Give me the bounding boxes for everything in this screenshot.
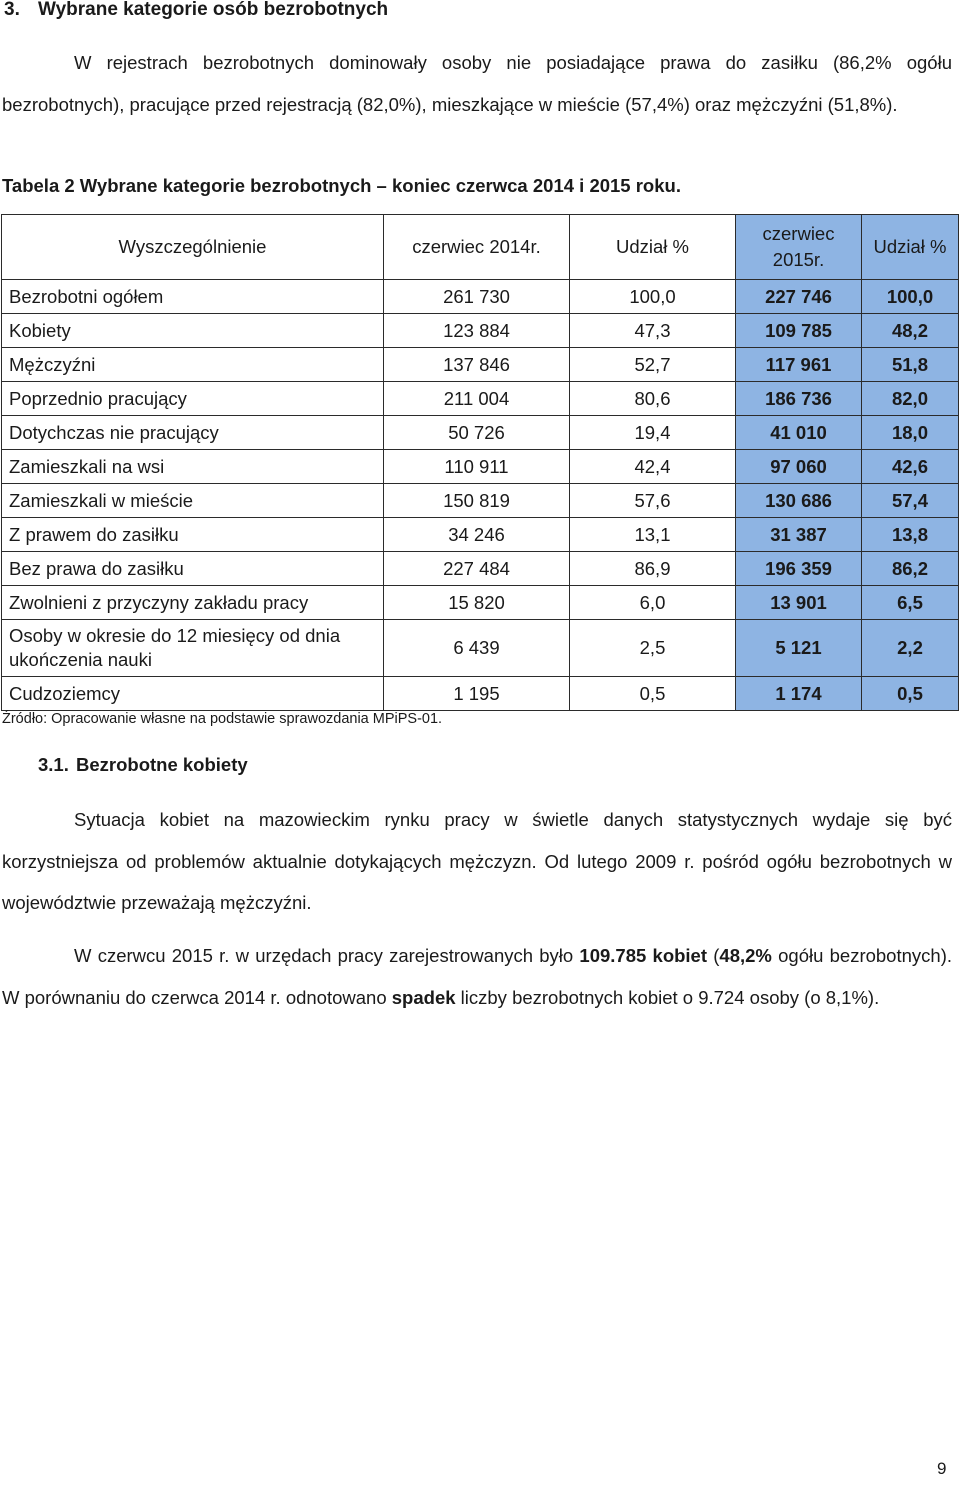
p3-decrease: spadek xyxy=(391,986,456,1008)
p3-women-count: 109.785 kobiet xyxy=(579,945,708,966)
table-row xyxy=(2,620,959,677)
subsection-heading xyxy=(38,752,248,778)
row-share-2015: 82,0 xyxy=(862,382,959,416)
row-label: Kobiety xyxy=(2,314,384,348)
header-share-2015: Udział % xyxy=(862,215,959,280)
row-value-2014: 137 846 xyxy=(384,348,570,382)
p3-part2: ( xyxy=(707,945,720,966)
row-value-2014: 15 820 xyxy=(384,586,570,620)
row-label: Cudzoziemcy xyxy=(2,677,384,711)
row-label: Bez prawa do zasiłku xyxy=(2,552,384,586)
header-june-2015: czerwiec 2015r. xyxy=(736,215,862,280)
row-value-2014: 211 004 xyxy=(384,382,570,416)
row-value-2014: 227 484 xyxy=(384,552,570,586)
paragraph-women-situation xyxy=(2,799,952,924)
row-share-2014: 52,7 xyxy=(570,348,736,382)
row-share-2014: 42,4 xyxy=(570,450,736,484)
table-row xyxy=(2,552,959,586)
row-share-2014: 47,3 xyxy=(570,314,736,348)
table-header-row xyxy=(2,215,959,280)
table-row xyxy=(2,518,959,552)
row-value-2014: 50 726 xyxy=(384,416,570,450)
row-value-2015: 5 121 xyxy=(736,620,862,677)
row-share-2015: 51,8 xyxy=(862,348,959,382)
header-share-2014: Udział % xyxy=(570,215,736,280)
row-label: Dotychczas nie pracujący xyxy=(2,416,384,450)
subsection-title: Bezrobotne kobiety xyxy=(76,754,248,775)
table-row xyxy=(2,280,959,314)
row-label: Zwolnieni z przyczyny zakładu pracy xyxy=(2,586,384,620)
p3-part3: ogółu bezrobotnych). W porównaniu do czerwca 2014 r. odnotowano xyxy=(2,945,952,1008)
row-share-2015: 0,5 xyxy=(862,677,959,711)
p3-part1: W czerwcu 2015 r. w urzędach pracy zarejestrowanych było xyxy=(74,945,580,966)
p3-part4: liczby bezrobotnych kobiet o 9.724 osoby (o 8,1%). xyxy=(455,986,880,1008)
paragraph-women-situation-text: Sytuacja kobiet na mazowieckim rynku pracy w świetle danych statystycznych wydaje się być korzystniejsza od problemów aktualnie dotykających mężczyzn. Od lutego 2009 r. pośród ogółu bezrobotnych w województwie przeważają mężczyźni. xyxy=(2,809,952,913)
row-share-2015: 6,5 xyxy=(862,586,959,620)
table-row xyxy=(2,586,959,620)
row-share-2014: 19,4 xyxy=(570,416,736,450)
row-value-2015: 1 174 xyxy=(736,677,862,711)
row-value-2015: 130 686 xyxy=(736,484,862,518)
row-value-2015: 117 961 xyxy=(736,348,862,382)
header-june-2014: czerwiec 2014r. xyxy=(384,215,570,280)
row-share-2014: 0,5 xyxy=(570,677,736,711)
table-row xyxy=(2,484,959,518)
row-value-2014: 150 819 xyxy=(384,484,570,518)
row-value-2015: 97 060 xyxy=(736,450,862,484)
row-value-2015: 186 736 xyxy=(736,382,862,416)
row-label: Osoby w okresie do 12 miesięcy od dnia ukończenia nauki xyxy=(2,620,384,677)
section-heading xyxy=(4,0,388,22)
header-label: Wyszczególnienie xyxy=(2,215,384,280)
table-row xyxy=(2,677,959,711)
row-label: Poprzednio pracujący xyxy=(2,382,384,416)
row-share-2015: 57,4 xyxy=(862,484,959,518)
subsection-number: 3.1. xyxy=(38,754,69,775)
row-share-2015: 86,2 xyxy=(862,552,959,586)
row-value-2014: 261 730 xyxy=(384,280,570,314)
intro-paragraph xyxy=(2,42,952,125)
row-label: Z prawem do zasiłku xyxy=(2,518,384,552)
row-value-2015: 109 785 xyxy=(736,314,862,348)
row-share-2015: 42,6 xyxy=(862,450,959,484)
table-row xyxy=(2,382,959,416)
row-share-2014: 2,5 xyxy=(570,620,736,677)
table-row xyxy=(2,348,959,382)
table-row xyxy=(2,314,959,348)
row-value-2015: 227 746 xyxy=(736,280,862,314)
table-source: Źródło: Opracowanie własne na podstawie sprawozdania MPiPS-01. xyxy=(2,711,443,727)
row-value-2014: 1 195 xyxy=(384,677,570,711)
unemployed-categories-table xyxy=(1,214,959,711)
table-row xyxy=(2,450,959,484)
row-share-2014: 13,1 xyxy=(570,518,736,552)
row-share-2015: 13,8 xyxy=(862,518,959,552)
table-caption: Tabela 2 Wybrane kategorie bezrobotnych – koniec czerwca 2014 i 2015 roku. xyxy=(2,175,681,196)
row-label: Zamieszkali na wsi xyxy=(2,450,384,484)
row-value-2014: 110 911 xyxy=(384,450,570,484)
row-value-2014: 123 884 xyxy=(384,314,570,348)
row-value-2015: 13 901 xyxy=(736,586,862,620)
row-value-2014: 6 439 xyxy=(384,620,570,677)
row-value-2015: 196 359 xyxy=(736,552,862,586)
row-value-2015: 41 010 xyxy=(736,416,862,450)
page-number: 9 xyxy=(937,1459,947,1478)
row-label: Zamieszkali w mieście xyxy=(2,484,384,518)
p3-women-share: 48,2% xyxy=(719,945,772,966)
row-value-2015: 31 387 xyxy=(736,518,862,552)
row-share-2015: 100,0 xyxy=(862,280,959,314)
row-label: Bezrobotni ogółem xyxy=(2,280,384,314)
row-share-2014: 80,6 xyxy=(570,382,736,416)
paragraph-women-statistics xyxy=(2,935,952,1018)
row-value-2014: 34 246 xyxy=(384,518,570,552)
row-share-2015: 48,2 xyxy=(862,314,959,348)
table-body xyxy=(2,280,959,711)
row-share-2014: 6,0 xyxy=(570,586,736,620)
row-share-2014: 57,6 xyxy=(570,484,736,518)
section-title: Wybrane kategorie osób bezrobotnych xyxy=(38,0,389,20)
row-share-2014: 86,9 xyxy=(570,552,736,586)
row-share-2014: 100,0 xyxy=(570,280,736,314)
intro-paragraph-text: W rejestrach bezrobotnych dominowały osoby nie posiadające prawa do zasiłku (86,2% ogółu bezrobotnych), pracujące przed rejestracją (82,0%), mieszkające w mieście (57,4%) oraz mężczyźni (51,8%). xyxy=(2,52,952,115)
table-row xyxy=(2,416,959,450)
section-number: 3. xyxy=(4,0,20,20)
row-label: Mężczyźni xyxy=(2,348,384,382)
row-share-2015: 2,2 xyxy=(862,620,959,677)
row-share-2015: 18,0 xyxy=(862,416,959,450)
